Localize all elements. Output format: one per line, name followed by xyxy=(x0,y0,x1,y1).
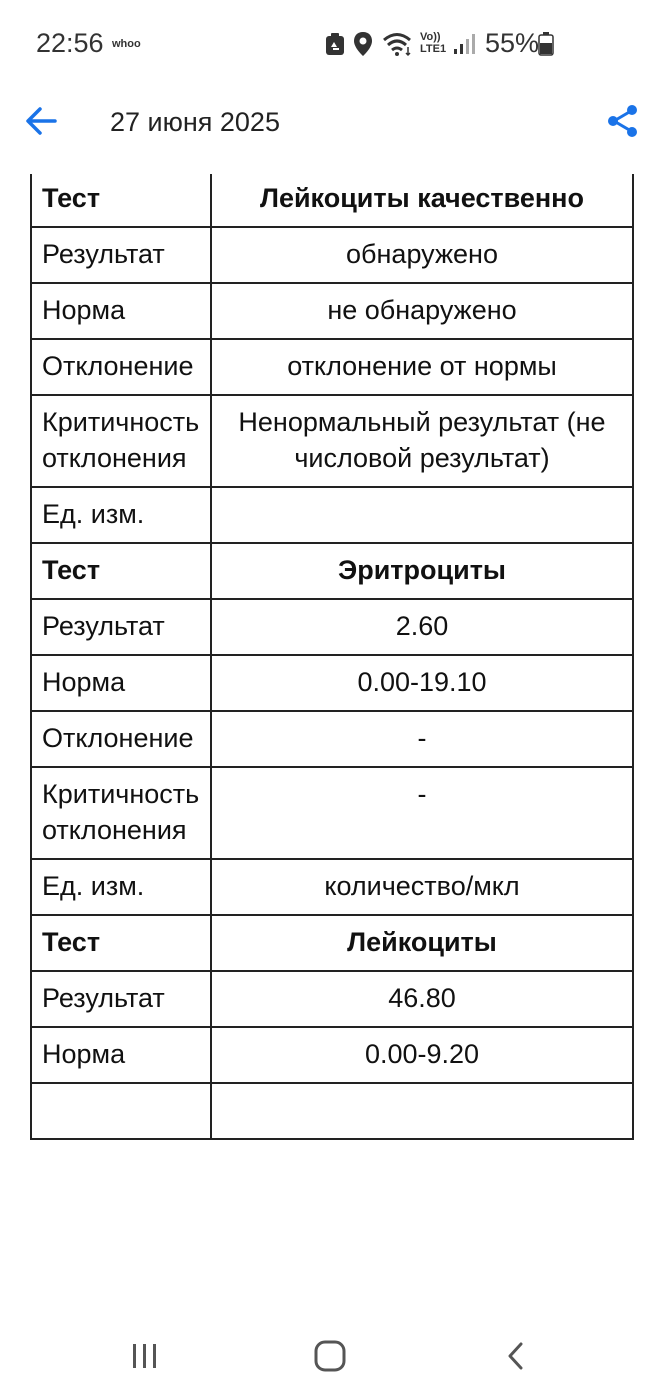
share-button[interactable] xyxy=(601,100,645,146)
battery-percent: 55% xyxy=(485,28,540,58)
table-row xyxy=(31,487,633,543)
row-label: Норма xyxy=(31,283,211,339)
row-value: количество/мкл xyxy=(211,859,633,915)
home-icon xyxy=(314,1340,346,1377)
row-value: 0.00-9.20 xyxy=(211,1027,633,1083)
row-label: Тест xyxy=(31,174,211,227)
row-label: Тест xyxy=(31,915,211,971)
test-name: Лейкоциты xyxy=(211,915,633,971)
recent-apps-icon xyxy=(130,1342,160,1375)
table-row xyxy=(31,174,633,227)
table-row xyxy=(31,859,633,915)
recycle-icon xyxy=(324,32,346,61)
table-row xyxy=(31,283,633,339)
row-label: Результат xyxy=(31,599,211,655)
test-name: Эритроциты xyxy=(211,543,633,599)
share-icon xyxy=(607,104,639,143)
page-title: 27 июня 2025 xyxy=(110,107,280,137)
row-value: отклонение от нормы xyxy=(211,339,633,395)
arrow-left-icon xyxy=(24,106,58,141)
navigation-bar xyxy=(0,1310,663,1400)
carrier-logo: whoo xyxy=(112,38,141,50)
location-icon xyxy=(353,31,373,62)
row-value: 0.00-19.10 xyxy=(211,655,633,711)
row-label: Результат xyxy=(31,971,211,1027)
recent-apps-button[interactable] xyxy=(115,1338,175,1378)
row-label: Результат xyxy=(31,227,211,283)
table-row xyxy=(31,339,633,395)
table-row xyxy=(31,395,633,487)
row-label: Ед. изм. xyxy=(31,487,211,543)
row-label: Отклонение xyxy=(31,339,211,395)
results-table xyxy=(30,174,634,1140)
row-value: - xyxy=(211,711,633,767)
table-row xyxy=(31,971,633,1027)
wifi-icon xyxy=(382,31,414,62)
row-label: Норма xyxy=(31,1027,211,1083)
volte-icon: Vo)) LTE1 xyxy=(420,31,447,55)
row-label: Ед. изм. xyxy=(31,859,211,915)
status-time: 22:56 xyxy=(36,28,104,58)
table-row xyxy=(31,227,633,283)
row-value: Ненормальный результат (не числовой результат) xyxy=(211,395,633,487)
row-value: - xyxy=(211,767,633,859)
system-back-button[interactable] xyxy=(486,1338,546,1378)
back-chevron-icon xyxy=(506,1341,526,1376)
test-name: Лейкоциты качественно xyxy=(211,174,633,227)
row-label: Отклонение xyxy=(31,711,211,767)
results-scroll-area[interactable] xyxy=(30,174,634,1310)
table-row xyxy=(31,655,633,711)
home-button[interactable] xyxy=(300,1338,360,1378)
row-value: 2.60 xyxy=(211,599,633,655)
app-bar xyxy=(0,86,663,174)
table-row xyxy=(31,711,633,767)
back-button[interactable] xyxy=(18,100,64,146)
table-row xyxy=(31,915,633,971)
row-value: не обнаружено xyxy=(211,283,633,339)
row-label: Критичность отклонения xyxy=(31,767,211,859)
table-row xyxy=(31,767,633,859)
signal-icon xyxy=(453,33,475,60)
row-label: Критичность отклонения xyxy=(31,395,211,487)
table-row xyxy=(31,599,633,655)
row-value xyxy=(211,487,633,543)
row-label xyxy=(31,1083,211,1139)
row-value: обнаружено xyxy=(211,227,633,283)
table-row xyxy=(31,1083,633,1139)
row-label: Тест xyxy=(31,543,211,599)
battery-icon xyxy=(538,32,554,61)
table-row xyxy=(31,1027,633,1083)
row-value: 46.80 xyxy=(211,971,633,1027)
table-row xyxy=(31,543,633,599)
row-label: Норма xyxy=(31,655,211,711)
row-value xyxy=(211,1083,633,1139)
status-bar xyxy=(0,0,663,86)
